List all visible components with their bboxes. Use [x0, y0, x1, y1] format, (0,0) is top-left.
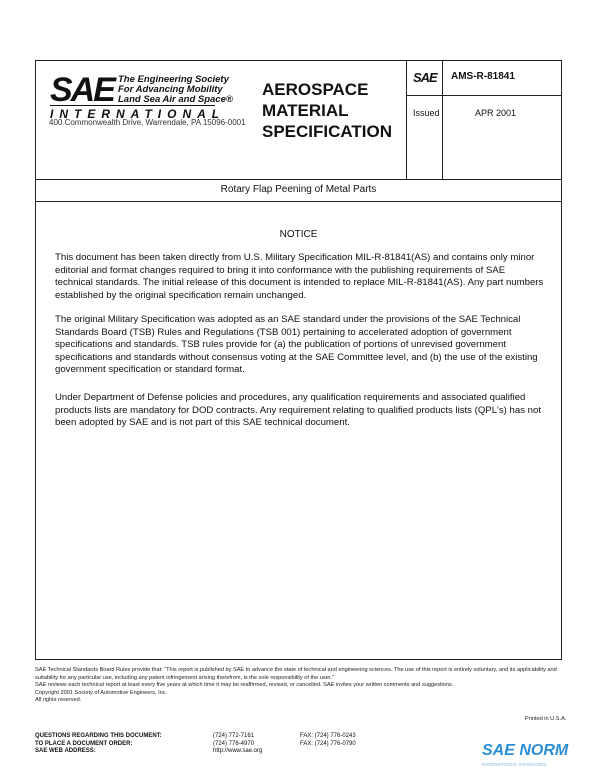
watermark-logo-text: SAE NORM [482, 742, 569, 759]
web-address-link[interactable]: http://www.sae.org [213, 748, 263, 755]
contact-label: SAE WEB ADDRESS: [35, 748, 96, 755]
header-divider [442, 61, 443, 179]
sae-address: 400 Commonwealth Drive, Warrendale, PA 15096-0001 [49, 118, 246, 127]
contact-phone: (724) 772-7161 [213, 733, 255, 739]
sae-small-logo: SAE [413, 70, 437, 85]
spec-header [36, 61, 561, 180]
spec-type-title: AEROSPACE MATERIAL SPECIFICATION [262, 80, 393, 141]
printed-in: Printed in U.S.A. [525, 716, 567, 722]
document-number: AMS-R-81841 [451, 71, 515, 82]
header-left [36, 61, 406, 179]
issued-date: APR 2001 [475, 108, 517, 118]
contact-fax: FAX: (724) 776-0790 [300, 740, 356, 747]
watermark-subtext: INTERNATIONAL STANDARDS [482, 762, 547, 767]
contact-phone: (724) 776-4970 [213, 740, 255, 747]
document-frame [35, 60, 562, 660]
rights: All rights reserved. [35, 697, 82, 704]
issued-label: Issued [413, 108, 440, 118]
sae-international: INTERNATIONAL [50, 107, 226, 121]
contact-label: TO PLACE A DOCUMENT ORDER: [35, 740, 133, 747]
header-right [406, 61, 562, 179]
sae-tagline: The Engineering Society For Advancing Mobility Land Sea Air and Space® [118, 74, 233, 105]
copyright: Copyright 2001 Society of Automotive Engineers, Inc. [35, 689, 168, 696]
sae-logo-mark: SAE [50, 71, 114, 109]
notice-paragraph-1: This document has been taken directly from U.S. Military Specification MIL-R-81841(AS) and contains only minor editorial and format changes required to bring it into conformance with the publishing requirements of SAE technical standards. The initial release of this document is intended to replace MIL-R-81841(AS). Any part numbers established by the original specification remain unchanged. [55, 252, 544, 301]
footer-legal [35, 667, 565, 705]
notice-paragraph-3: Under Department of Defense policies and procedures, any qualification requirements and associated qualified products lists are mandatory for DOD contracts. Any requirement relating to qualified products lists (QPL's) has not been adopted by SAE and is not part of this SAE technical document. [55, 392, 541, 429]
sae-norm-watermark [482, 742, 568, 760]
tsb-statement: SAE Technical Standards Board Rules provide that: “This report is published by SAE to advance the state of technical and engineering sciences. The use of this report is entirely voluntary, and its applicability and suitability for any particular use, including any patent infringement arising therefrom, is the sole responsibility of the user.” [35, 667, 557, 681]
contact-fax: FAX: (724) 776-0243 [300, 733, 356, 739]
notice-heading: NOTICE [279, 229, 318, 240]
contact-label: QUESTIONS REGARDING THIS DOCUMENT: [35, 733, 162, 739]
document-title: Rotary Flap Peening of Metal Parts [36, 179, 561, 202]
notice-paragraph-2: The original Military Specification was adopted as an SAE standard under the provisions of the SAE Technical Standards Board (TSB) Rules and Regulations (TSB 001) pertaining to accelerated adoption of government specifications and standards. TSB rules provide for (a) the publication of portions of unrevised government specifications and standards without consensus voting at the SAE Committee level, and (b) the use of the existing government specification or standard format. [55, 314, 538, 376]
review-statement: SAE reviews each technical report at least every five years at which time it may be reaffirmed, revised, or cancelled. SAE invites your written comments and suggestions. [35, 682, 454, 689]
